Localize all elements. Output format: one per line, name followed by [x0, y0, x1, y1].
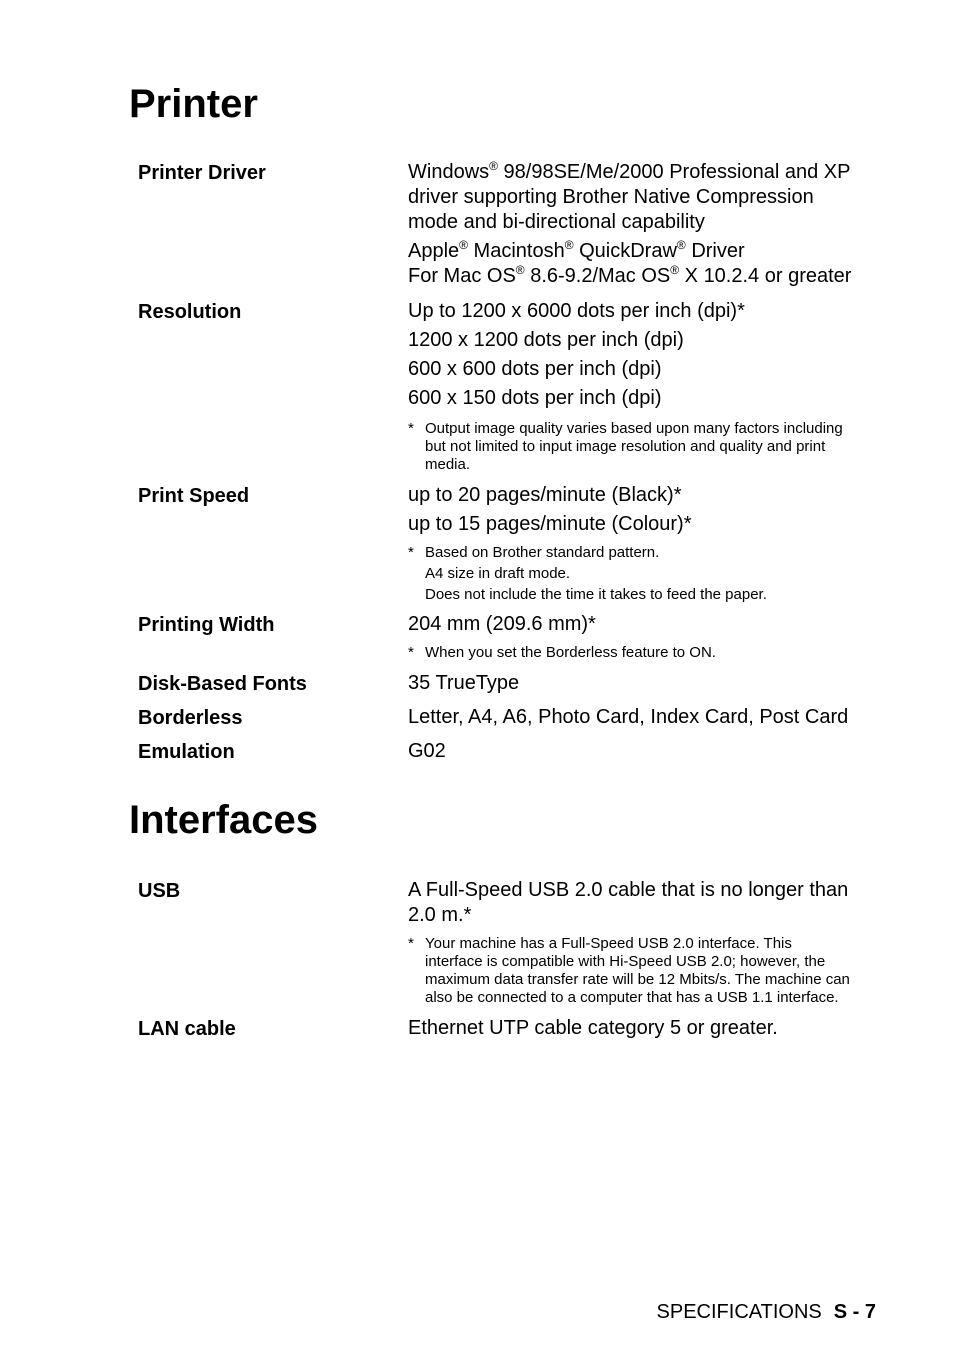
disk-fonts-value: 35 TrueType	[408, 672, 520, 694]
resolution-value: Up to 1200 x 6000 dots per inch (dpi)* 1200 x 1200 dots per inch (dpi) 600 x 600 dots per inch (dpi) 600 x 150 dots per inch (dpi)	[408, 300, 745, 409]
disk-fonts-label: Disk-Based Fonts	[138, 673, 307, 695]
printer-heading: Printer	[129, 82, 258, 126]
emulation-label: Emulation	[138, 741, 235, 763]
interfaces-heading: Interfaces	[129, 798, 318, 842]
footer-section: SPECIFICATIONS	[656, 1301, 822, 1323]
usb-value: A Full-Speed USB 2.0 cable that is no longer than 2.0 m.*	[408, 879, 849, 926]
footer-page-number: S - 7	[833, 1301, 876, 1323]
printing-width-footnote: * When you set the Borderless feature to ON.	[408, 644, 716, 661]
print-speed-label: Print Speed	[138, 485, 250, 507]
emulation-value: G02	[408, 740, 446, 762]
printing-width-value: 204 mm (209.6 mm)*	[408, 613, 596, 635]
usb-footnote: * Your machine has a Full-Speed USB 2.0 interface. This interface is compatible with Hi-Speed USB 2.0; however, the maximum data transfer rate will be 12 Mbits/s. The machine can also be connected to a computer that has a USB 1.1 interface.	[408, 935, 850, 1006]
resolution-footnote: * Output image quality varies based upon many factors including but not limited to input image resolution and quality and print media.	[408, 420, 843, 473]
print-speed-footnote: * Based on Brother standard pattern. A4 size in draft mode. Does not include the time it takes to feed the paper.	[408, 544, 767, 603]
page-footer	[657, 1300, 876, 1324]
printing-width-label: Printing Width	[138, 614, 275, 636]
lan-cable-value: Ethernet UTP cable category 5 or greater.	[408, 1017, 778, 1039]
borderless-value: Letter, A4, A6, Photo Card, Index Card, Post Card	[408, 706, 849, 728]
borderless-label: Borderless	[138, 707, 243, 729]
usb-label: USB	[138, 880, 181, 902]
resolution-label: Resolution	[138, 301, 242, 323]
printer-driver-value: Windows® 98/98SE/Me/2000 Professional and XP driver supporting Brother Native Compression mode and bi-directional capability Apple® Macintosh® QuickDraw® Driver For Mac OS® 8.6-9.2/Mac OS® X 10.2.4 or greater	[408, 159, 852, 287]
printer-driver-label: Printer Driver	[138, 162, 266, 184]
print-speed-value: up to 20 pages/minute (Black)* up to 15 pages/minute (Colour)*	[408, 484, 692, 535]
lan-cable-label: LAN cable	[138, 1018, 236, 1040]
